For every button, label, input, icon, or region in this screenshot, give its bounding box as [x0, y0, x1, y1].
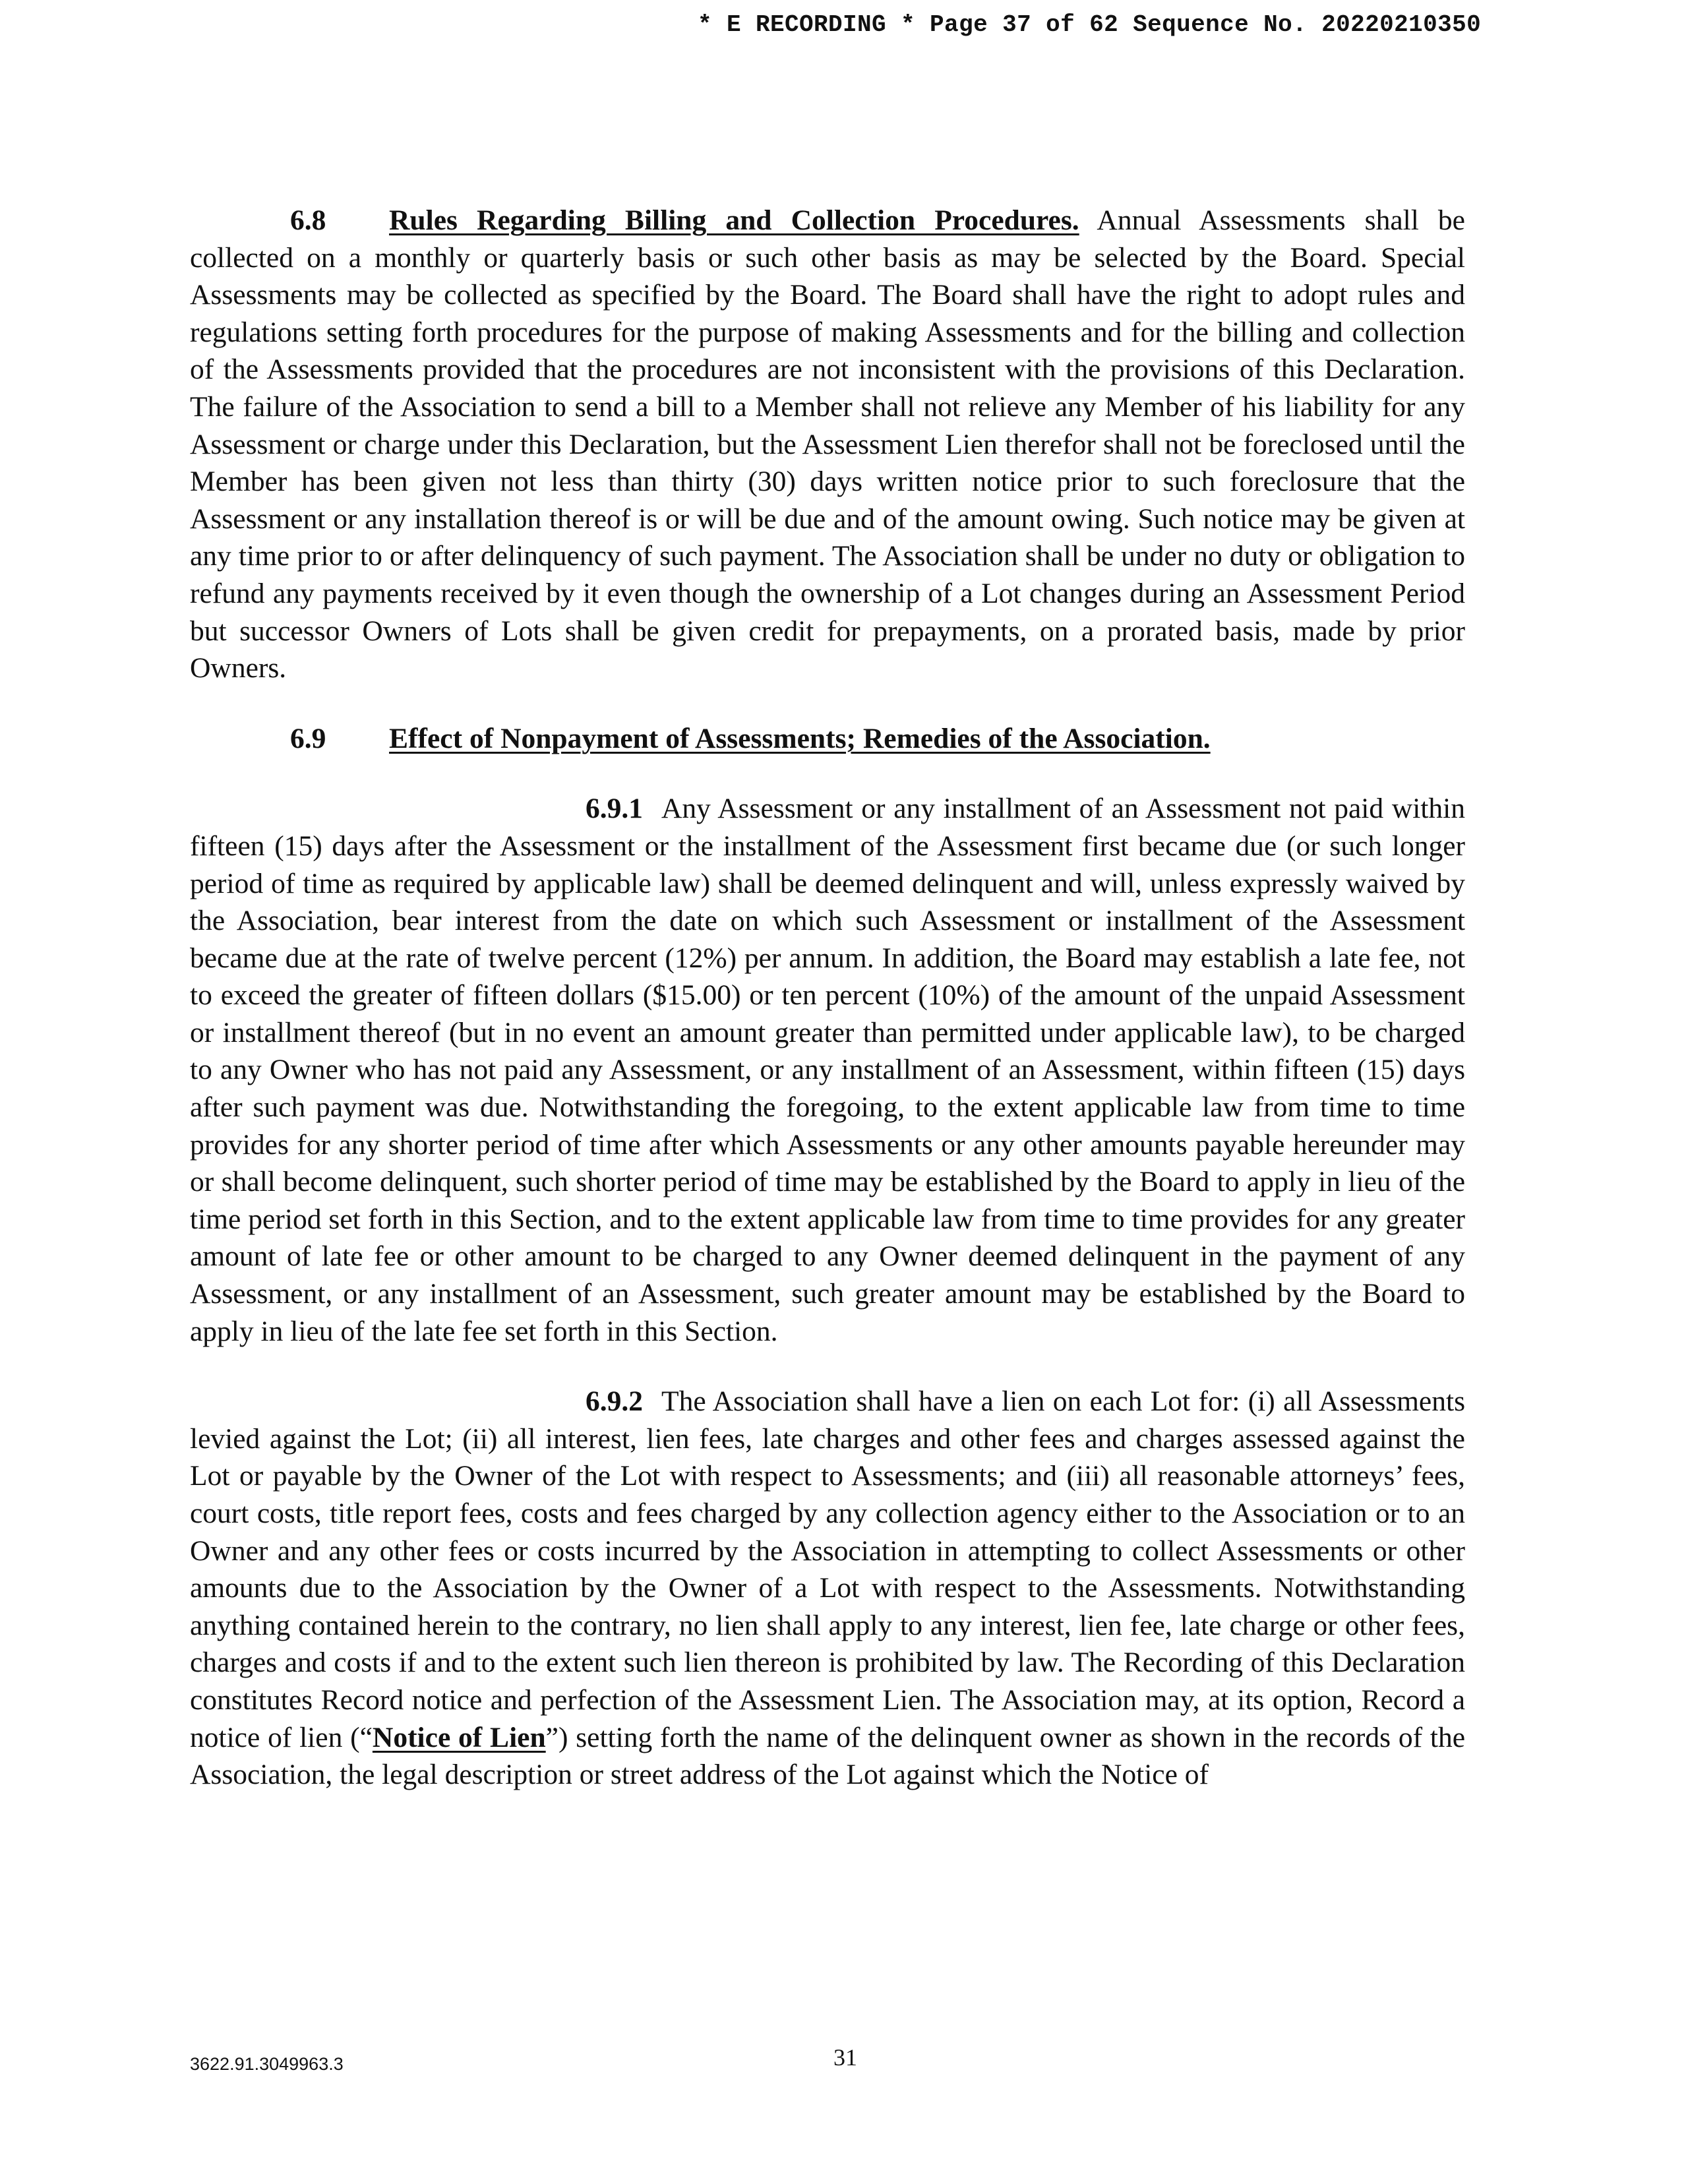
- document-body: [190, 202, 1465, 1794]
- section-text: Annual Assessments shall be collected on a monthly or quarterly basis or such other basis as may be selected by the Board. Special Assessments may be collected as specified by the Board. The Board shall have the right to adopt rules and regulations setting forth procedures for the purpose of making Assessments and for the billing and collection of the Assessments provided that the procedures are not inconsistent with the provisions of this Declaration. The failure of the Association to send a bill to a Member shall not relieve any Member of his liability for any Assessment or charge under this Declaration, but the Assessment Lien therefor shall not be foreclosed until the Member has been given not less than thirty (30) days written notice prior to such foreclosure that the Assessment or any installation thereof is or will be due and of the amount owing. Such notice may be given at any time prior to or after delinquency of such payment. The Association shall be under no duty or obligation to refund any payments received by it even though the ownership of a Lot changes during an Assessment Period but successor Owners of Lots shall be given credit for prepayments, on a prorated basis, made by prior Owners.: [190, 204, 1465, 684]
- section-6-8: [190, 202, 1465, 687]
- subsection-text: The Association shall have a lien on each Lot for: (i) all Assessments levied against the Lot; (ii) all interest, lien fees, late charges and other fees and charges assessed against the Lot or payable by the Owner of the Lot with respect to Assessments; and (iii) all reasonable attorneys’ fees, court costs, title report fees, costs and fees charged by any collection agency either to the Association or to an Owner and any other fees or costs incurred by the Association in attempting to collect Assessments or other amounts due to the Association by the Owner of a Lot with respect to the Assessments. Notwithstanding anything contained herein to the contrary, no lien shall apply to any interest, lien fee, late charge or other fees, charges and costs if and to the extent such lien thereon is prohibited by law. The Recording of this Declaration constitutes Record notice and perfection of the Assessment Lien. The Association may, at its option, Record a notice of lien (“: [190, 1385, 1465, 1753]
- section-6-9-1: [190, 790, 1465, 1350]
- section-title: Rules Regarding Billing and Collection Procedures.: [389, 204, 1079, 236]
- section-number: 6.8: [290, 204, 326, 236]
- recording-header: * E RECORDING * Page 37 of 62 Sequence No. 20220210350: [698, 11, 1482, 38]
- subsection-number: 6.9.2: [586, 1385, 643, 1418]
- subsection-text: Any Assessment or any installment of an Assessment not paid within fifteen (15) days after the Assessment or the installment of the Assessment first became due (or such longer period of time as required by applicable law) shall be deemed delinquent and will, unless expressly waived by the Association, bear interest from the date on which such Assessment or installment of the Assessment became due at the rate of twelve percent (12%) per annum. In addition, the Board may establish a late fee, not to exceed the greater of fifteen dollars ($15.00) or ten percent (10%) of the amount of the unpaid Assessment or installment thereof (but in no event an amount greater than permitted under applicable law), to be charged to any Owner who has not paid any Assessment, or any installment of an Assessment, within fifteen (15) days after such payment was due. Notwithstanding the foregoing, to the extent applicable law from time to time provides for any shorter period of time after which Assessments or any other amounts payable hereunder may or shall become delinquent, such shorter period of time may be established by the Board to apply in lieu of the time period set forth in this Section, and to the extent applicable law from time to time provides for any greater amount of late fee or other amount to be charged to any Owner deemed delinquent in the payment of any Assessment, or any installment of an Assessment, such greater amount may be established by the Board to apply in lieu of the late fee set forth in this Section.: [190, 793, 1465, 1347]
- section-number: 6.9: [290, 722, 326, 754]
- defined-term-notice-of-lien: Notice of Lien: [372, 1721, 546, 1753]
- document-code: 3622.91.3049963.3: [190, 2054, 344, 2074]
- section-title: Effect of Nonpayment of Assessments; Remedies of the Association.: [389, 722, 1211, 754]
- subsection-number: 6.9.1: [586, 793, 643, 825]
- page-number: 31: [833, 2044, 857, 2071]
- section-6-9-heading: [190, 720, 1465, 758]
- subsection-text-continued: ”) setting forth the name of the delinquent owner as shown in the records of the Association, the legal description or street address of the Lot against which the Notice of: [190, 1721, 1466, 1791]
- section-6-9-2: [190, 1383, 1465, 1794]
